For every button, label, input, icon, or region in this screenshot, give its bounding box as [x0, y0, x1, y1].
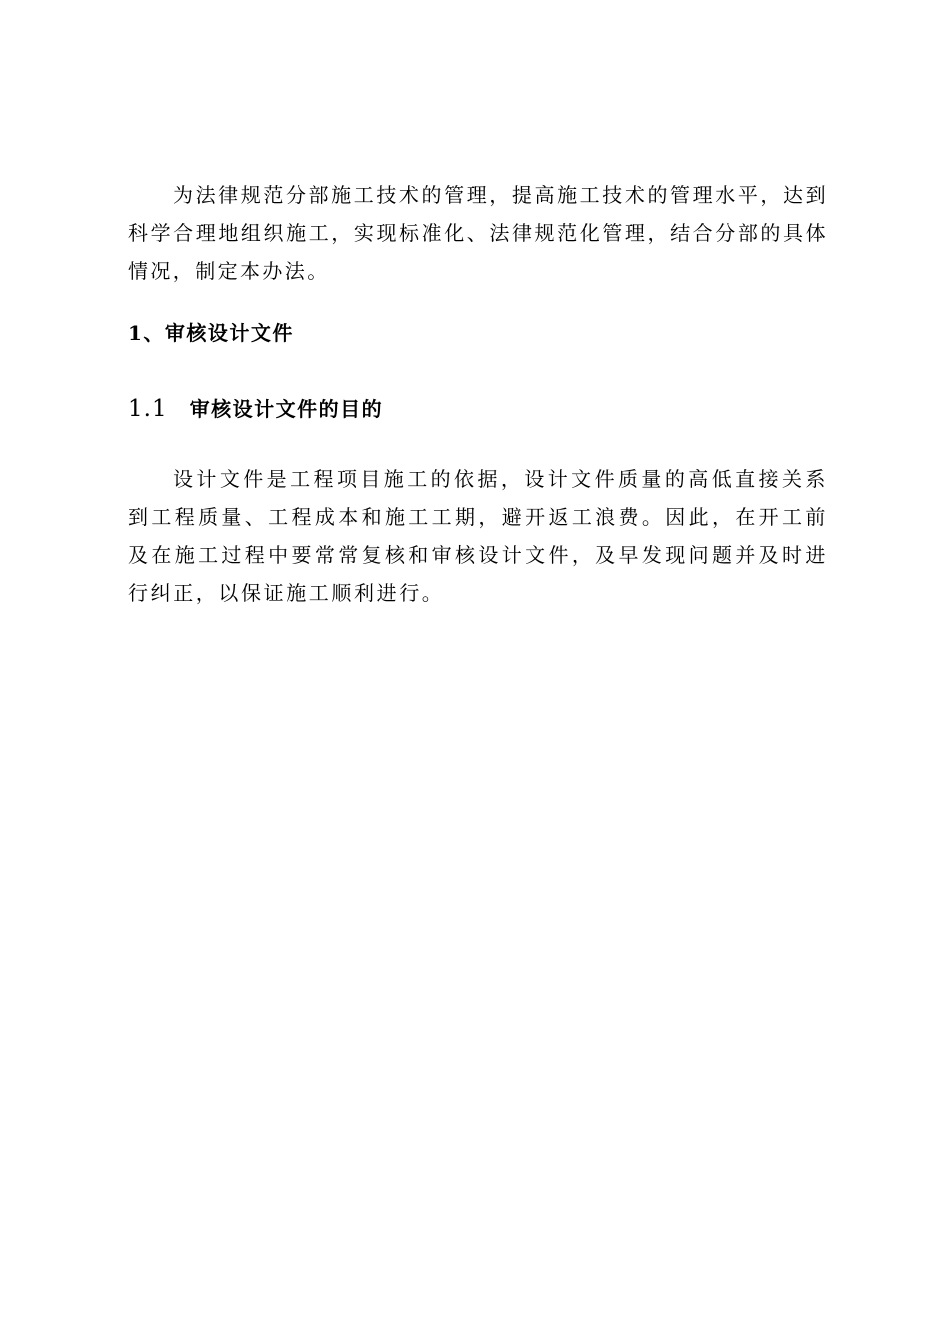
section-number: 1.1 — [128, 396, 168, 422]
section-title: 审核设计文件的目的 — [189, 397, 384, 421]
intro-paragraph: 为法律规范分部施工技术的管理，提高施工技术的管理水平，达到科学合理地组织施工，实现标准化、法律规范化管理，结合分部的具体情况，制定本办法。 — [128, 183, 828, 283]
section-heading-1-1 — [128, 392, 383, 426]
section-1-1-paragraph: 设计文件是工程项目施工的依据，设计文件质量的高低直接关系到工程质量、工程成本和施工工期，避开返工浪费。因此，在开工前及在施工过程中要常常复核和审核设计文件，及早发现问题并及时进行纠正，以保证施工顺利进行。 — [128, 467, 828, 605]
section-heading-1: 1、审核设计文件 — [128, 321, 294, 345]
